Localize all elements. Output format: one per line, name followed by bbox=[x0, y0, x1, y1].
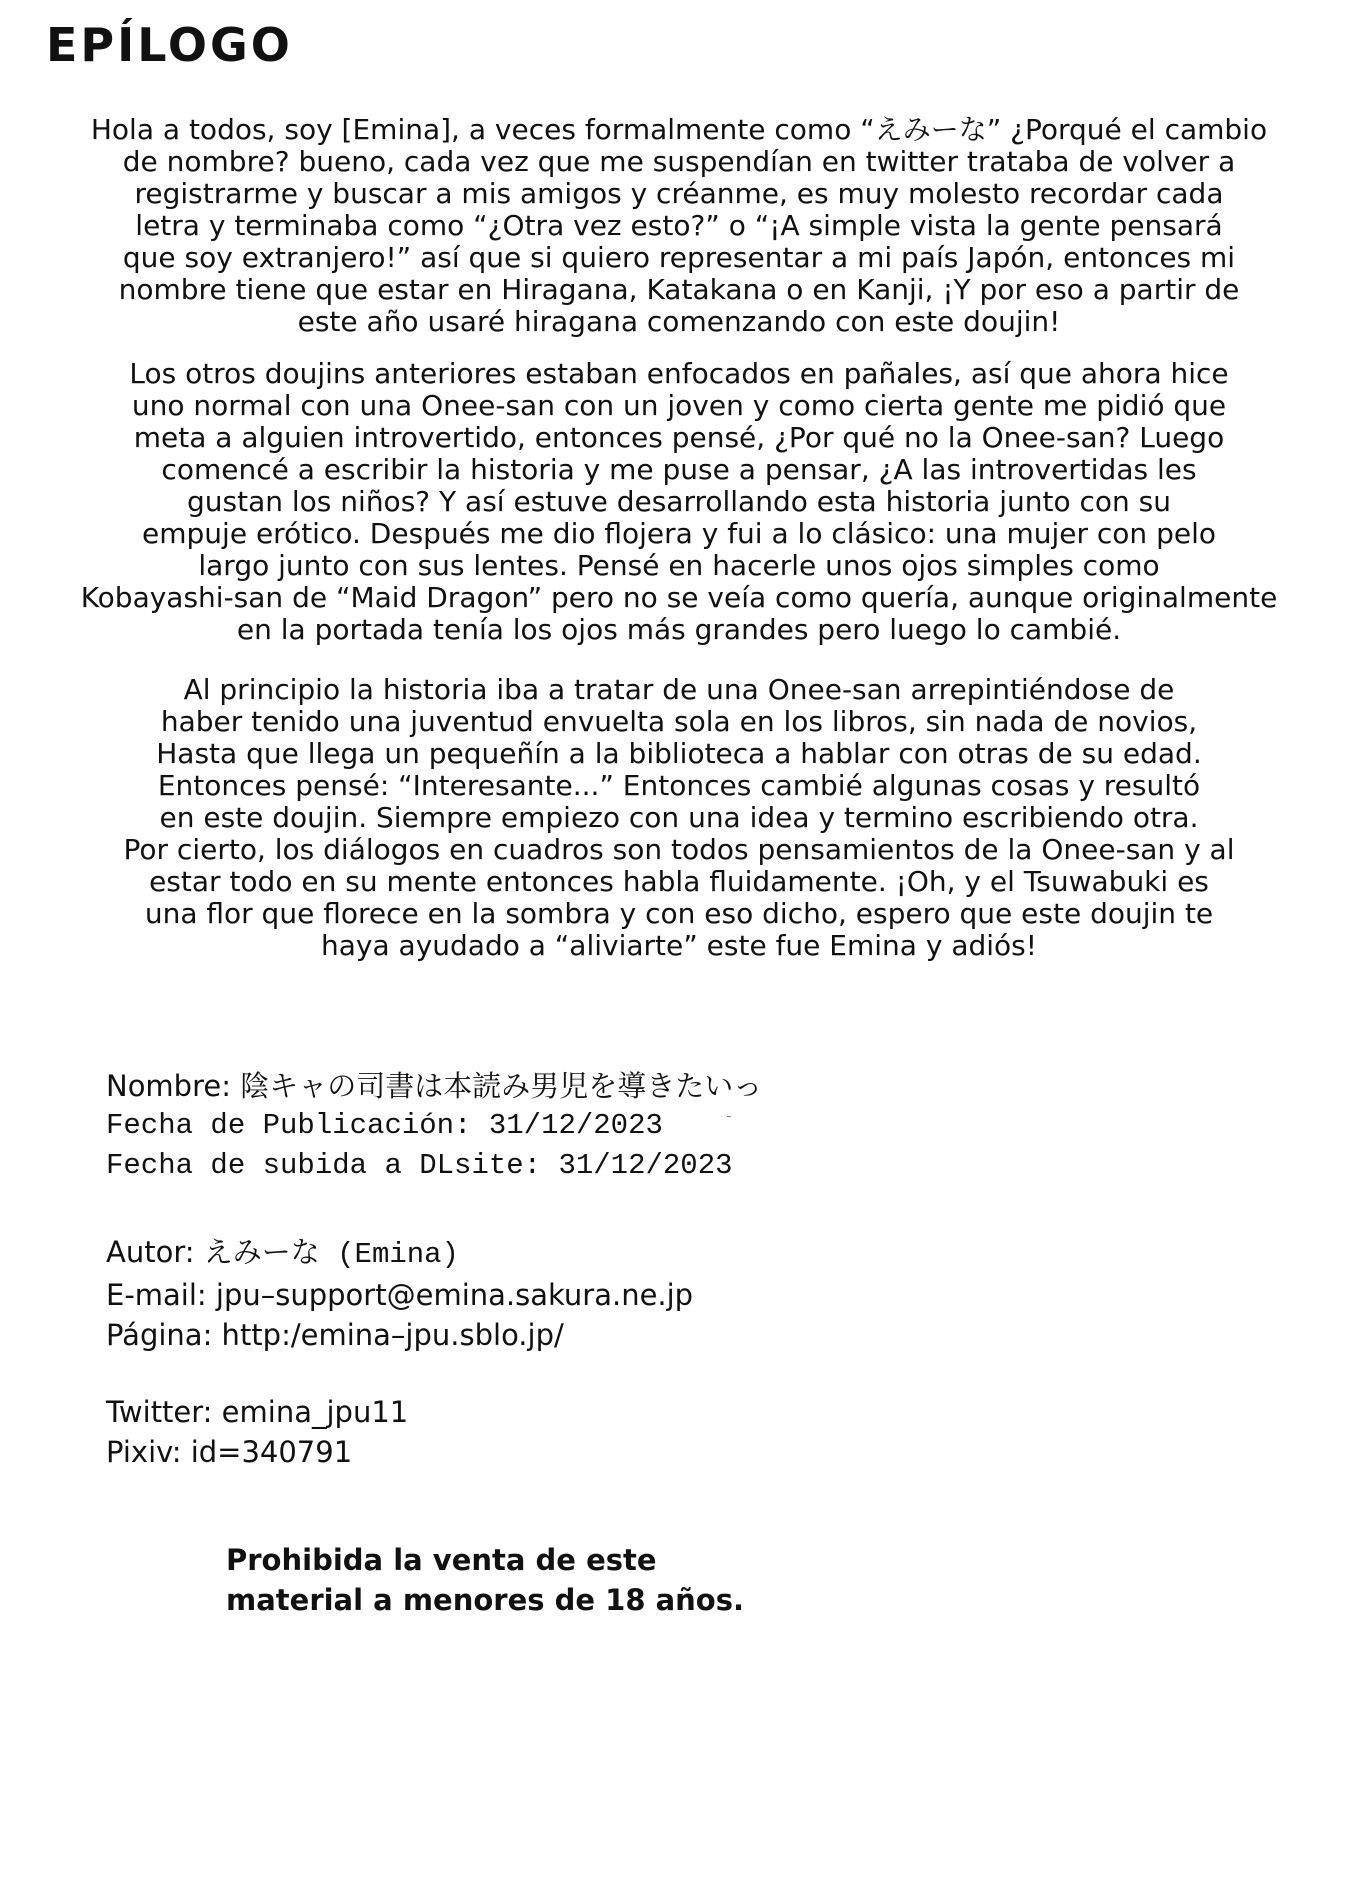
author-name: えみーな (Emina) bbox=[203, 1238, 459, 1271]
epilogue-paragraph-3 bbox=[36, 674, 1322, 962]
text-line: empuje erótico. Después me dio flojera y fui a lo clásico: una mujer con pelo bbox=[142, 517, 1216, 550]
pixiv-id: Pixiv: id=340791 bbox=[106, 1435, 353, 1469]
title-row bbox=[106, 1066, 762, 1106]
twitter-handle: Twitter: emina_jpu11 bbox=[106, 1395, 409, 1429]
upload-date: Fecha de subida a DLsite: 31/12/2023 bbox=[106, 1149, 733, 1182]
notice-line: Prohibida la venta de este bbox=[226, 1543, 657, 1577]
text-line: uno normal con una Onee-san con un joven y como cierta gente me pidió que bbox=[131, 389, 1227, 422]
text-line: gustan los niños? Y así estuve desarrollando esta historia junto con su bbox=[187, 485, 1171, 518]
work-title: 陰キャの司書は本読み男児を導きたいっ bbox=[240, 1069, 763, 1103]
publication-date: Fecha de Publicación: 31/12/2023 bbox=[106, 1109, 663, 1142]
author-website: Página: http:/emina–jpu.sblo.jp/ bbox=[106, 1318, 564, 1352]
epilogue-paragraph-1 bbox=[36, 114, 1322, 338]
text-line: Por cierto, los diálogos en cuadros son todos pensamientos de la Onee-san y al bbox=[123, 833, 1235, 866]
text-line: en este doujin. Siempre empiezo con una idea y termino escribiendo otra. bbox=[159, 801, 1199, 834]
author-label: Autor: bbox=[106, 1235, 204, 1269]
text-line: letra y terminaba como “¿Otra vez esto?” o “¡A simple vista la gente pensará bbox=[135, 209, 1223, 242]
page-title: EPÍLOGO bbox=[46, 18, 293, 72]
text-line: este año usaré hiragana comenzando con este doujin! bbox=[297, 305, 1061, 338]
text-line: largo junto con sus lentes. Pensé en hacerle unos ojos simples como bbox=[198, 549, 1160, 582]
age-restriction-notice bbox=[226, 1540, 744, 1620]
text-line: estar todo en su mente entonces habla fluidamente. ¡Oh, y el Tsuwabuki es bbox=[149, 865, 1209, 898]
author-email: E-mail: jpu–support@emina.sakura.ne.jp bbox=[106, 1278, 694, 1312]
text-line: Al principio la historia iba a tratar de una Onee-san arrepintiéndose de bbox=[183, 673, 1175, 706]
text-line: una flor que florece en la sombra y con eso dicho, espero que este doujin te bbox=[144, 897, 1214, 930]
title-label: Nombre: bbox=[106, 1069, 241, 1103]
text-line: en la portada tenía los ojos más grandes pero luego lo cambié. bbox=[236, 613, 1122, 646]
text-line: meta a alguien introvertido, entonces pensé, ¿Por qué no la Onee-san? Luego bbox=[133, 421, 1225, 454]
publication-info bbox=[106, 1066, 762, 1186]
social-info bbox=[106, 1392, 408, 1472]
text-line: Hola a todos, soy [Emina], a veces formalmente como “えみーな” ¿Porqué el cambio bbox=[90, 113, 1268, 146]
stray-mark bbox=[727, 1116, 731, 1117]
author-row bbox=[106, 1232, 693, 1275]
text-line: Los otros doujins anteriores estaban enfocados en pañales, así que ahora hice bbox=[129, 357, 1229, 390]
text-line: haya ayudado a “aliviarte” este fue Emina y adiós! bbox=[321, 929, 1037, 962]
epilogue-paragraph-2 bbox=[36, 358, 1322, 646]
text-line: comencé a escribir la historia y me puse a pensar, ¿A las introvertidas les bbox=[161, 453, 1197, 486]
text-line: nombre tiene que estar en Hiragana, Katakana o en Kanji, ¡Y por eso a partir de bbox=[118, 273, 1240, 306]
text-line: registrarme y buscar a mis amigos y créanme, es muy molesto recordar cada bbox=[134, 177, 1224, 210]
notice-line: material a menores de 18 años. bbox=[226, 1583, 745, 1617]
text-line: haber tenido una juventud envuelta sola en los libros, sin nada de novios, bbox=[160, 705, 1198, 738]
text-line: de nombre? bueno, cada vez que me suspendían en twitter trataba de volver a bbox=[122, 145, 1236, 178]
text-line: Kobayashi-san de “Maid Dragon” pero no se veía como quería, aunque originalmente bbox=[80, 581, 1278, 614]
text-line: Hasta que llega un pequeñín a la biblioteca a hablar con otras de su edad. bbox=[156, 737, 1202, 770]
text-line: Entonces pensé: “Interesante...” Entonces cambié algunas cosas y resultó bbox=[157, 769, 1201, 802]
text-line: que soy extranjero!” así que si quiero representar a mi país Japón, entonces mi bbox=[122, 241, 1236, 274]
author-info bbox=[106, 1232, 693, 1355]
